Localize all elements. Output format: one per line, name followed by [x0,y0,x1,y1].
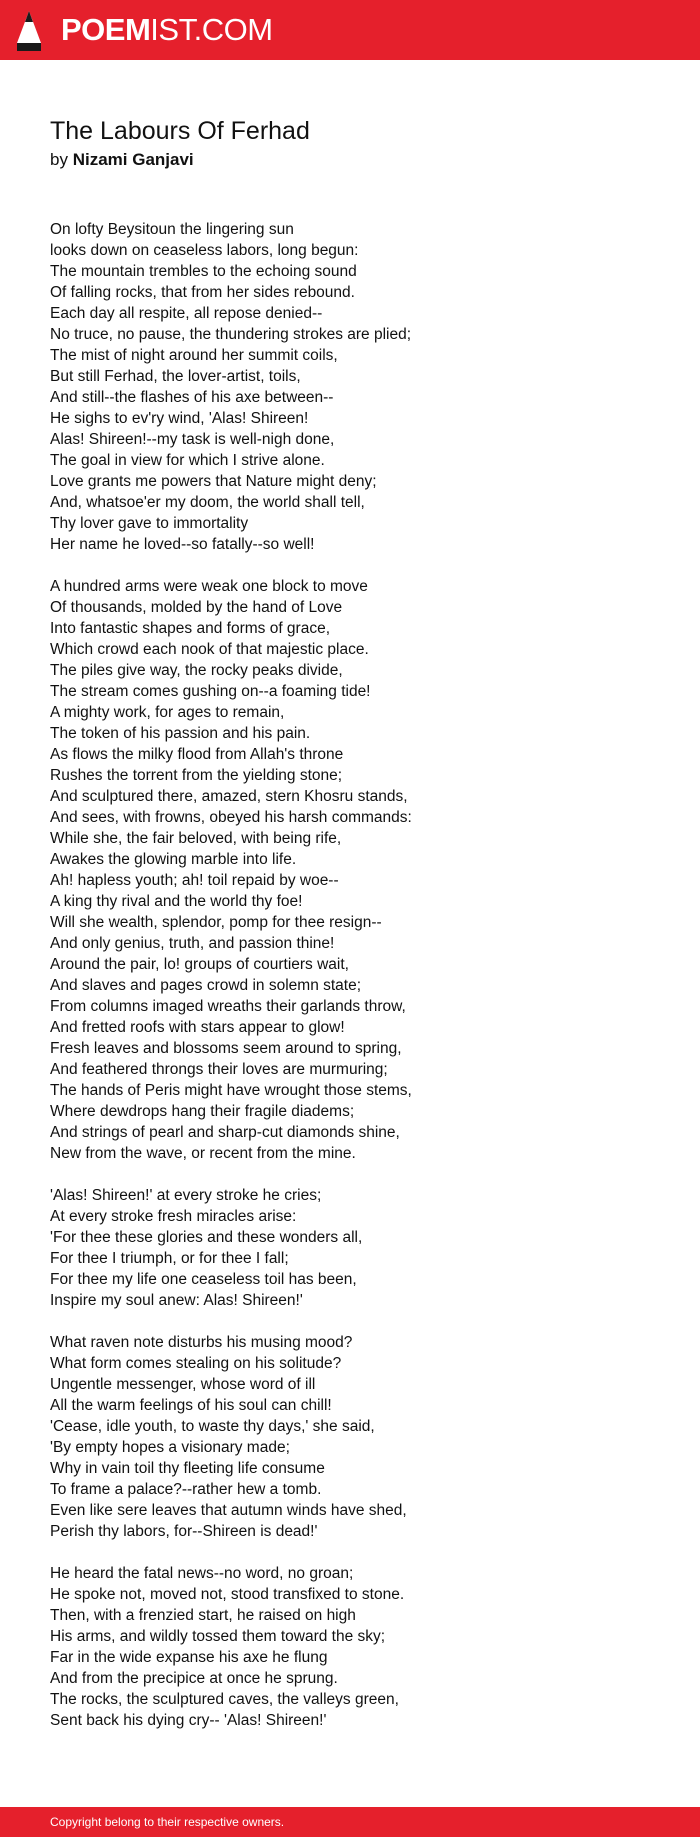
poem-line: What raven note disturbs his musing mood? [50,1334,353,1351]
poem-line: Why in vain toil thy fleeting life consume [50,1460,325,1477]
poem-line: Sent back his dying cry-- 'Alas! Shireen!' [50,1712,327,1729]
poem-line: Fresh leaves and blossoms seem around to spring, [50,1040,402,1057]
author-link[interactable]: Nizami Ganjavi [72,150,194,169]
poem-line: 'Alas! Shireen!' at every stroke he cries; [50,1187,322,1204]
poem-line: As flows the milky flood from Allah's throne [50,746,344,763]
poem-line: He sighs to ev'ry wind, 'Alas! Shireen! [50,410,309,427]
poem-line: The hands of Peris might have wrought those stems, [50,1082,412,1099]
poem-line: Alas! Shireen!--my task is well-nigh done, [50,431,335,448]
poem-line: 'Cease, idle youth, to waste thy days,' she said, [50,1418,375,1435]
poem-line: Thy lover gave to immortality [50,515,249,532]
poem-line: A king thy rival and the world thy foe! [50,893,303,910]
poem-line: All the warm feelings of his soul can chill! [50,1397,332,1414]
poem-body [50,219,650,1752]
poem-line: Far in the wide expanse his axe he flung [50,1649,328,1666]
brand-light: IST.COM [150,12,273,47]
copyright-notice: Copyright belong to their respective owners. [50,1815,285,1829]
stanza [50,1563,650,1731]
poem-line: He heard the fatal news--no word, no groan; [50,1565,354,1582]
poem-line: For thee I triumph, or for thee I fall; [50,1250,289,1267]
poem-line: And sees, with frowns, obeyed his harsh commands: [50,809,412,826]
poem-line: For thee my life one ceaseless toil has been, [50,1271,357,1288]
poem-line: But still Ferhad, the lover-artist, toils, [50,368,301,385]
poem-line: Awakes the glowing marble into life. [50,851,297,868]
poem-line: And slaves and pages crowd in solemn state; [50,977,362,994]
stanza [50,1332,650,1542]
poem-line: Will she wealth, splendor, pomp for thee resign-- [50,914,382,931]
poem-line: Ungentle messenger, whose word of ill [50,1376,316,1393]
poem-line: Inspire my soul anew: Alas! Shireen!' [50,1292,303,1309]
poem-line: Her name he loved--so fatally--so well! [50,536,315,553]
stanza [50,219,650,555]
poem-line: Then, with a frenzied start, he raised on high [50,1607,356,1624]
poem-line: Of thousands, molded by the hand of Love [50,599,343,616]
poem-line: Of falling rocks, that from her sides rebound. [50,284,355,301]
poem-line: A hundred arms were weak one block to move [50,578,368,595]
poem-line: And, whatsoe'er my doom, the world shall tell, [50,494,365,511]
site-header [0,0,700,60]
pencil-tip-icon[interactable] [16,10,42,52]
poem-line: Which crowd each nook of that majestic place. [50,641,369,658]
poem-line: While she, the fair beloved, with being rife, [50,830,342,847]
poem-line: From columns imaged wreaths their garlands throw, [50,998,406,1015]
stanza [50,1185,650,1311]
poem-line: A mighty work, for ages to remain, [50,704,285,721]
poem-line: Where dewdrops hang their fragile diadems; [50,1103,355,1120]
poem-line: What form comes stealing on his solitude? [50,1355,342,1372]
poem-line: Each day all respite, all repose denied-- [50,305,323,322]
poem-line: Perish thy labors, for--Shireen is dead!' [50,1523,318,1540]
by-label: by [50,150,68,169]
poem-line: The rocks, the sculptured caves, the valleys green, [50,1691,399,1708]
poem-line: The token of his passion and his pain. [50,725,311,742]
stanza [50,576,650,1164]
poem-line: looks down on ceaseless labors, long begun: [50,242,359,259]
brand-bold: POEM [61,12,151,47]
poem-line: And from the precipice at once he sprung. [50,1670,338,1687]
poem-line: The stream comes gushing on--a foaming tide! [50,683,371,700]
poem-line: The mountain trembles to the echoing sound [50,263,357,280]
poem-line: His arms, and wildly tossed them toward the sky; [50,1628,386,1645]
poem-line: And still--the flashes of his axe between-- [50,389,334,406]
poem-line: Love grants me powers that Nature might deny; [50,473,377,490]
poem-line: To frame a palace?--rather hew a tomb. [50,1481,322,1498]
poem-line: On lofty Beysitoun the lingering sun [50,221,294,238]
poem-line: And sculptured there, amazed, stern Khosru stands, [50,788,408,805]
poem-line: The piles give way, the rocky peaks divide, [50,662,343,679]
poem-line: Ah! hapless youth; ah! toil repaid by woe-- [50,872,339,889]
poem-line: Even like sere leaves that autumn winds have shed, [50,1502,407,1519]
poem-line: New from the wave, or recent from the mine. [50,1145,356,1162]
poem-line: 'For thee these glories and these wonders all, [50,1229,363,1246]
byline [50,149,310,171]
poem-heading [50,115,310,171]
site-logo-link[interactable] [61,10,273,50]
poem-line: And feathered throngs their loves are murmuring; [50,1061,388,1078]
poem-line: The mist of night around her summit coils, [50,347,338,364]
site-footer [0,1807,700,1837]
poem-line: Around the pair, lo! groups of courtiers wait, [50,956,349,973]
poem-line: And strings of pearl and sharp-cut diamonds shine, [50,1124,400,1141]
poem-line: He spoke not, moved not, stood transfixed to stone. [50,1586,405,1603]
poem-line: At every stroke fresh miracles arise: [50,1208,297,1225]
poem-line: And only genius, truth, and passion thine! [50,935,335,952]
poem-line: The goal in view for which I strive alone. [50,452,325,469]
poem-line: 'By empty hopes a visionary made; [50,1439,290,1456]
poem-line: No truce, no pause, the thundering strokes are plied; [50,326,412,343]
poem-line: Rushes the torrent from the yielding stone; [50,767,343,784]
poem-line: And fretted roofs with stars appear to glow! [50,1019,345,1036]
poem-line: Into fantastic shapes and forms of grace, [50,620,331,637]
poem-title: The Labours Of Ferhad [50,117,310,145]
